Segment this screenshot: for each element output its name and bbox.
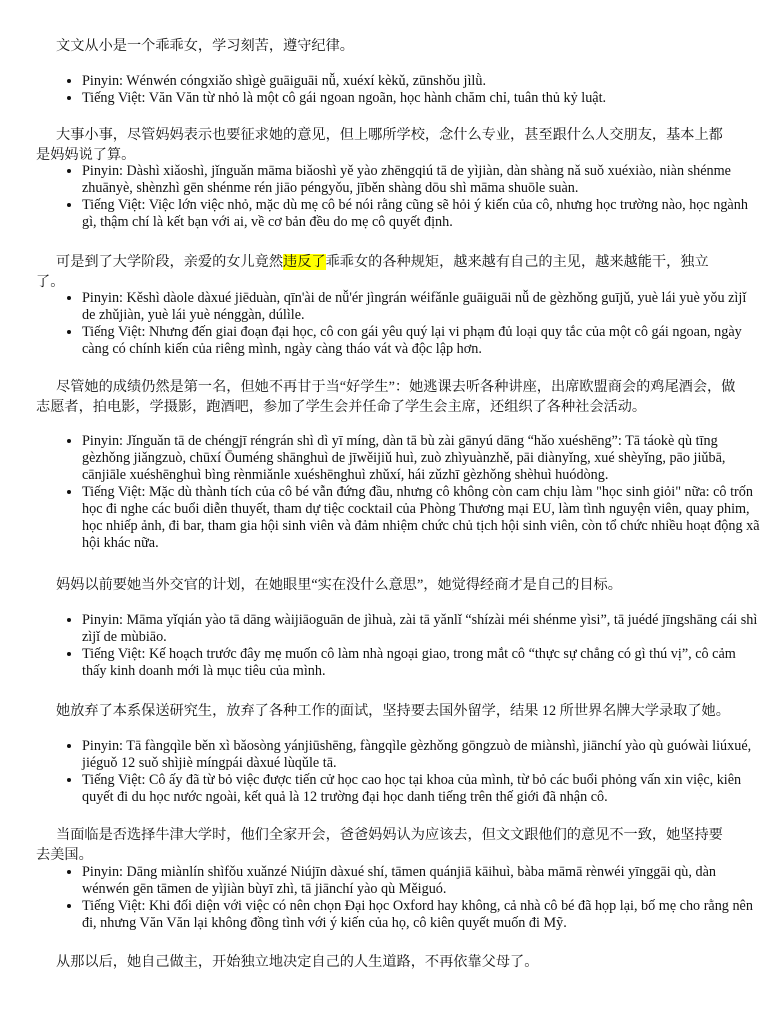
translation-list-3 xyxy=(58,290,762,358)
highlighted-text: 违反了 xyxy=(283,254,326,270)
chinese-sentence-1: 文文从小是一个乖乖女，学习刻苦，遵守纪律。 xyxy=(56,38,354,54)
translation-list-1 xyxy=(58,73,762,107)
chinese-sentence-5: 妈妈以前要她当外交官的计划，在她眼里“实在没什么意思”，她觉得经商才是自己的目标。 xyxy=(56,577,622,593)
vietnamese-line-3: • Tiếng Việt: Nhưng đến giai đoạn đại học, cô con gái yêu quý lại vi phạm đủ loại quy tắc của một cô gái ngoan, ngày càng có chính kiến của riêng mình, ngày càng tháo vát và độc lập hơn. xyxy=(82,324,762,358)
translation-list-2 xyxy=(58,163,762,231)
chinese-sentence-4: 尽管她的成绩仍然是第一名，但她不再甘于当“好学生”：她逃课去听各种讲座，出席欧盟商会的鸡尾酒会，做志愿者，拍电影，学摄影，跑酒吧，参加了学生会并任命了学生会主席，还组织了各种社会活动。 xyxy=(36,379,736,415)
pinyin-line-3: • Pinyin: Kěshì dàole dàxué jiēduàn, qīn'ài de nǚ'ér jìngrán wéifǎnle guāiguāi nǚ de gèzhǒng guījǔ, yuè lái yuè yǒu zìjǐ de zhǔjiàn, yuè lái yuè nénggàn, dúlìle. xyxy=(82,290,762,324)
chinese-sentence-2: 大事小事，尽管妈妈表示也要征求她的意见，但上哪所学校，念什么专业，甚至跟什么人交朋友，基本上都是妈妈说了算。 xyxy=(36,127,723,163)
vietnamese-line-7: • Tiếng Việt: Khi đối diện với việc có nên chọn Đại học Oxford hay không, cả nhà cô bé đã họp lại, bố mẹ cho rằng nên đi, nhưng Văn Văn lại không đồng tình với ý kiến của họ, cô kiên quyết muốn đi Mỹ. xyxy=(82,898,762,932)
chinese-sentence-3-part-2: 乖乖女的各种规矩，越来越有自己的主见，越来越能干，独立了。 xyxy=(36,254,709,290)
pinyin-line-5: • Pinyin: Māma yǐqián yào tā dāng wàijiāoguān de jìhuà, zài tā yǎnlǐ “shízài méi shénme yìsi”, tā juédé jīngshāng cái shì zìjǐ de mùbiāo. xyxy=(82,612,762,646)
translation-list-5 xyxy=(58,612,762,680)
vietnamese-line-6: • Tiếng Việt: Cô ấy đã từ bỏ việc được tiến cử học cao học tại khoa của mình, từ bỏ các buổi phỏng vấn xin việc, kiên quyết đi du học nước ngoài, kết quả là 12 trường đại học danh tiếng trên thế giới đã nhận cô. xyxy=(82,772,762,806)
pinyin-line-6: • Pinyin: Tā fàngqìle běn xì bǎosòng yánjiūshēng, fàngqìle gèzhǒng gōngzuò de miànshì, jiānchí yào qù guówài liúxué, jiéguǒ 12 suǒ shìjiè míngpái dàxué lùqǔle tā. xyxy=(82,738,762,772)
translation-list-7 xyxy=(58,864,762,932)
pinyin-line-4: • Pinyin: Jǐnguǎn tā de chéngjī réngrán shì dì yī míng, dàn tā bù zài gānyú dāng “hǎo xuéshēng”: Tā táokè qù tīng gèzhǒng jiǎngzuò, chūxí Ōuméng shānghuì de jīwěijiǔ huì, zuò zhìyuànzhě, pāi diànyǐng, xué shèyǐng, pāo jiǔbā, cānjiāle xuéshēnghuì bìng rènmiǎnle xuéshēnghuì zhǔxí, hái zǔzhī gèzhǒng shèhuì huódòng. xyxy=(82,433,762,484)
chinese-sentence-3-part-1: 可是到了大学阶段，亲爱的女儿竟然 xyxy=(56,254,284,270)
pinyin-line-2: • Pinyin: Dàshì xiǎoshì, jǐnguǎn māma biǎoshì yě yào zhēngqiú tā de yìjiàn, dàn shàng nǎ suǒ xuéxiào, niàn shénme zhuānyè, shènzhì gēn shénme rén jiāo péngyǒu, jīběn shàng dōu shì māma shuōle suàn. xyxy=(82,163,762,197)
vietnamese-line-2: • Tiếng Việt: Việc lớn việc nhỏ, mặc dù mẹ cô bé nói rằng cũng sẽ hỏi ý kiến của cô, nhưng học trường nào, học ngành gì, thậm chí là kết bạn với ai, về cơ bản đều do mẹ cô quyết định. xyxy=(82,197,762,231)
vietnamese-line-5: • Tiếng Việt: Kế hoạch trước đây mẹ muốn cô làm nhà ngoại giao, trong mắt cô “thực sự chẳng có gì thú vị”, cô cảm thấy kinh doanh mới là mục tiêu của mình. xyxy=(82,646,762,680)
translation-list-6 xyxy=(58,738,762,806)
pinyin-line-1: • Pinyin: Wénwén cóngxiǎo shìgè guāiguāi nǚ, xuéxí kèkǔ, zūnshǒu jìlǜ. xyxy=(82,73,762,90)
translation-list-4 xyxy=(58,433,762,552)
vietnamese-line-4: • Tiếng Việt: Mặc dù thành tích của cô bé vẫn đứng đầu, nhưng cô không còn cam chịu làm "học sinh giỏi" nữa: cô trốn học đi nghe các buổi diễn thuyết, tham dự tiệc cocktail của Phòng Thương mại EU, làm tình nguyện viên, quay phim, học nhiếp ảnh, đi bar, tham gia hội sinh viên và đảm nhiệm chức chủ tịch hội sinh viên, còn tổ chức nhiều hoạt động xã hội khác nữa. xyxy=(82,484,762,552)
vietnamese-line-1: • Tiếng Việt: Văn Văn từ nhỏ là một cô gái ngoan ngoãn, học hành chăm chỉ, tuân thủ kỷ luật. xyxy=(82,90,762,107)
chinese-sentence-3 xyxy=(36,252,736,292)
chinese-sentence-6: 她放弃了本系保送研究生，放弃了各种工作的面试，坚持要去国外留学，结果 12 所世界名牌大学录取了她。 xyxy=(56,703,730,719)
pinyin-line-7: • Pinyin: Dāng miànlín shìfǒu xuǎnzé Niújīn dàxué shí, tāmen quánjiā kāihuì, bàba māmā rènwéi yīnggāi qù, dàn wénwén gēn tāmen de yìjiàn bùyī zhì, tā jiānchí yào qù Měiguó. xyxy=(82,864,762,898)
chinese-sentence-7: 当面临是否选择牛津大学时，他们全家开会，爸爸妈妈认为应该去，但文文跟他们的意见不一致，她坚持要去美国。 xyxy=(36,827,723,863)
chinese-sentence-8: 从那以后，她自己做主，开始独立地决定自己的人生道路，不再依靠父母了。 xyxy=(56,954,539,970)
